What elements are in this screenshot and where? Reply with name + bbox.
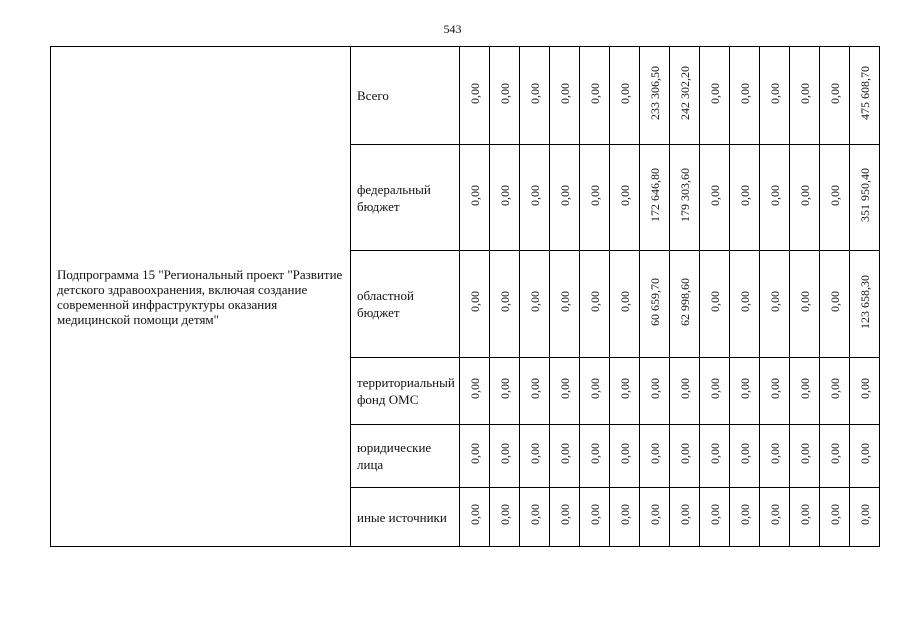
value-cell — [610, 251, 640, 358]
value-cell — [850, 425, 880, 488]
value-cell — [670, 145, 700, 251]
value-cell — [550, 251, 580, 358]
value-text: 0,00 — [797, 82, 812, 104]
value-cell — [790, 47, 820, 145]
funding-table — [50, 46, 880, 547]
value-cell — [790, 488, 820, 547]
value-text: 0,00 — [797, 504, 812, 525]
value-cell — [790, 358, 820, 425]
value-text: 0,00 — [617, 504, 632, 525]
value-text: 351 950,40 — [857, 168, 872, 222]
value-text: 179 303,60 — [677, 168, 692, 222]
value-cell — [610, 358, 640, 425]
value-text: 0,00 — [527, 184, 542, 206]
value-cell — [490, 145, 520, 251]
value-cell — [640, 488, 670, 547]
value-text: 0,00 — [587, 82, 602, 104]
value-text: 0,00 — [737, 82, 752, 104]
value-text: 60 659,70 — [647, 277, 662, 326]
source-label: территориальный фонд ОМС — [351, 358, 460, 425]
value-text: 0,00 — [467, 504, 482, 525]
value-text: 475 608,70 — [857, 66, 872, 120]
value-cell — [550, 488, 580, 547]
value-cell — [580, 145, 610, 251]
value-cell — [520, 47, 550, 145]
value-cell — [640, 358, 670, 425]
value-text: 0,00 — [737, 291, 752, 312]
value-text: 0,00 — [707, 504, 722, 525]
value-cell — [520, 358, 550, 425]
value-text: 0,00 — [737, 378, 752, 399]
value-text: 0,00 — [467, 443, 482, 464]
value-cell — [610, 47, 640, 145]
value-cell — [850, 251, 880, 358]
value-cell — [640, 251, 670, 358]
value-text: 0,00 — [677, 504, 692, 525]
value-cell — [460, 358, 490, 425]
value-text: 0,00 — [587, 291, 602, 312]
value-text: 0,00 — [767, 504, 782, 525]
value-text: 172 646,80 — [647, 168, 662, 222]
value-text: 0,00 — [827, 82, 842, 104]
value-text: 0,00 — [767, 291, 782, 312]
value-text: 0,00 — [557, 443, 572, 464]
value-text: 0,00 — [527, 82, 542, 104]
value-cell — [460, 47, 490, 145]
value-cell — [760, 145, 790, 251]
value-cell — [550, 425, 580, 488]
value-cell — [820, 358, 850, 425]
value-text: 0,00 — [497, 291, 512, 312]
value-cell — [670, 47, 700, 145]
value-cell — [700, 251, 730, 358]
value-text: 0,00 — [647, 504, 662, 525]
value-text: 0,00 — [707, 291, 722, 312]
value-text: 0,00 — [797, 291, 812, 312]
value-text: 0,00 — [767, 82, 782, 104]
value-text: 0,00 — [827, 184, 842, 206]
value-cell — [460, 425, 490, 488]
value-cell — [580, 251, 610, 358]
value-cell — [670, 425, 700, 488]
value-cell — [460, 488, 490, 547]
value-cell — [520, 425, 550, 488]
value-text: 0,00 — [737, 504, 752, 525]
value-cell — [580, 358, 610, 425]
value-text: 0,00 — [557, 82, 572, 104]
value-cell — [520, 488, 550, 547]
value-text: 0,00 — [857, 378, 872, 399]
value-cell — [820, 488, 850, 547]
value-text: 0,00 — [797, 378, 812, 399]
value-cell — [730, 425, 760, 488]
value-cell — [820, 145, 850, 251]
program-title: Подпрограмма 15 "Региональный проект "Развитие детского здравоохранения, включая создание современной инфраструктуры оказания медицинской помощи детям" — [51, 47, 351, 547]
value-cell — [610, 145, 640, 251]
value-cell — [460, 251, 490, 358]
value-text: 0,00 — [467, 82, 482, 104]
value-cell — [640, 47, 670, 145]
value-cell — [580, 488, 610, 547]
value-cell — [820, 425, 850, 488]
value-text: 0,00 — [467, 378, 482, 399]
value-cell — [790, 425, 820, 488]
value-cell — [700, 425, 730, 488]
value-text: 0,00 — [557, 291, 572, 312]
source-label: юридические лица — [351, 425, 460, 488]
value-cell — [730, 488, 760, 547]
value-cell — [610, 488, 640, 547]
value-text: 0,00 — [527, 504, 542, 525]
value-text: 0,00 — [467, 184, 482, 206]
value-cell — [730, 251, 760, 358]
value-cell — [700, 358, 730, 425]
value-text: 0,00 — [677, 443, 692, 464]
value-cell — [700, 488, 730, 547]
value-cell — [520, 251, 550, 358]
value-cell — [580, 425, 610, 488]
value-text: 0,00 — [797, 443, 812, 464]
value-text: 0,00 — [557, 504, 572, 525]
value-text: 0,00 — [767, 184, 782, 206]
value-cell — [760, 425, 790, 488]
value-text: 0,00 — [707, 82, 722, 104]
value-text: 0,00 — [587, 184, 602, 206]
value-cell — [820, 251, 850, 358]
value-text: 0,00 — [767, 378, 782, 399]
value-cell — [490, 488, 520, 547]
value-cell — [760, 488, 790, 547]
value-text: 0,00 — [497, 443, 512, 464]
value-cell — [760, 47, 790, 145]
value-cell — [820, 47, 850, 145]
value-cell — [790, 145, 820, 251]
source-label: областной бюджет — [351, 251, 460, 358]
value-cell — [640, 145, 670, 251]
value-cell — [490, 251, 520, 358]
value-cell — [730, 47, 760, 145]
value-cell — [700, 145, 730, 251]
value-cell — [670, 358, 700, 425]
value-cell — [640, 425, 670, 488]
value-cell — [850, 488, 880, 547]
value-text: 242 302,20 — [677, 66, 692, 120]
value-text: 0,00 — [707, 184, 722, 206]
value-text: 0,00 — [587, 378, 602, 399]
value-text: 0,00 — [827, 378, 842, 399]
value-text: 62 998,60 — [677, 277, 692, 326]
value-text: 0,00 — [707, 443, 722, 464]
page-number: 543 — [443, 22, 462, 36]
value-text: 0,00 — [587, 504, 602, 525]
value-text: 0,00 — [467, 291, 482, 312]
value-text: 0,00 — [557, 378, 572, 399]
value-text: 0,00 — [497, 184, 512, 206]
value-cell — [850, 47, 880, 145]
value-text: 0,00 — [527, 443, 542, 464]
source-label: Всего — [351, 47, 460, 145]
value-text: 0,00 — [527, 291, 542, 312]
value-cell — [730, 145, 760, 251]
value-text: 0,00 — [827, 443, 842, 464]
value-cell — [550, 358, 580, 425]
value-text: 0,00 — [617, 82, 632, 104]
table-row — [51, 47, 880, 145]
value-cell — [850, 358, 880, 425]
value-text: 0,00 — [497, 504, 512, 525]
source-label: иные источники — [351, 488, 460, 547]
value-cell — [490, 358, 520, 425]
value-text: 0,00 — [617, 291, 632, 312]
value-cell — [730, 358, 760, 425]
value-cell — [490, 47, 520, 145]
source-label: федеральный бюджет — [351, 145, 460, 251]
value-text: 123 658,30 — [857, 274, 872, 329]
value-cell — [550, 145, 580, 251]
value-cell — [790, 251, 820, 358]
value-cell — [520, 145, 550, 251]
value-cell — [760, 358, 790, 425]
value-text: 0,00 — [857, 504, 872, 525]
value-cell — [550, 47, 580, 145]
value-text: 0,00 — [497, 82, 512, 104]
value-text: 0,00 — [827, 504, 842, 525]
value-cell — [850, 145, 880, 251]
value-text: 0,00 — [497, 378, 512, 399]
value-text: 0,00 — [647, 443, 662, 464]
value-text: 0,00 — [857, 443, 872, 464]
value-cell — [460, 145, 490, 251]
value-cell — [670, 488, 700, 547]
value-text: 0,00 — [527, 378, 542, 399]
value-text: 0,00 — [587, 443, 602, 464]
value-text: 0,00 — [737, 443, 752, 464]
value-text: 0,00 — [827, 291, 842, 312]
value-text: 0,00 — [617, 184, 632, 206]
value-text: 0,00 — [707, 378, 722, 399]
value-cell — [580, 47, 610, 145]
value-text: 0,00 — [617, 443, 632, 464]
value-text: 0,00 — [647, 378, 662, 399]
value-cell — [490, 425, 520, 488]
value-text: 0,00 — [677, 378, 692, 399]
value-cell — [700, 47, 730, 145]
value-text: 0,00 — [797, 184, 812, 206]
value-text: 0,00 — [617, 378, 632, 399]
value-text: 0,00 — [737, 184, 752, 206]
value-text: 0,00 — [767, 443, 782, 464]
value-cell — [760, 251, 790, 358]
value-cell — [610, 425, 640, 488]
value-text: 233 306,50 — [647, 66, 662, 120]
value-cell — [670, 251, 700, 358]
value-text: 0,00 — [557, 184, 572, 206]
